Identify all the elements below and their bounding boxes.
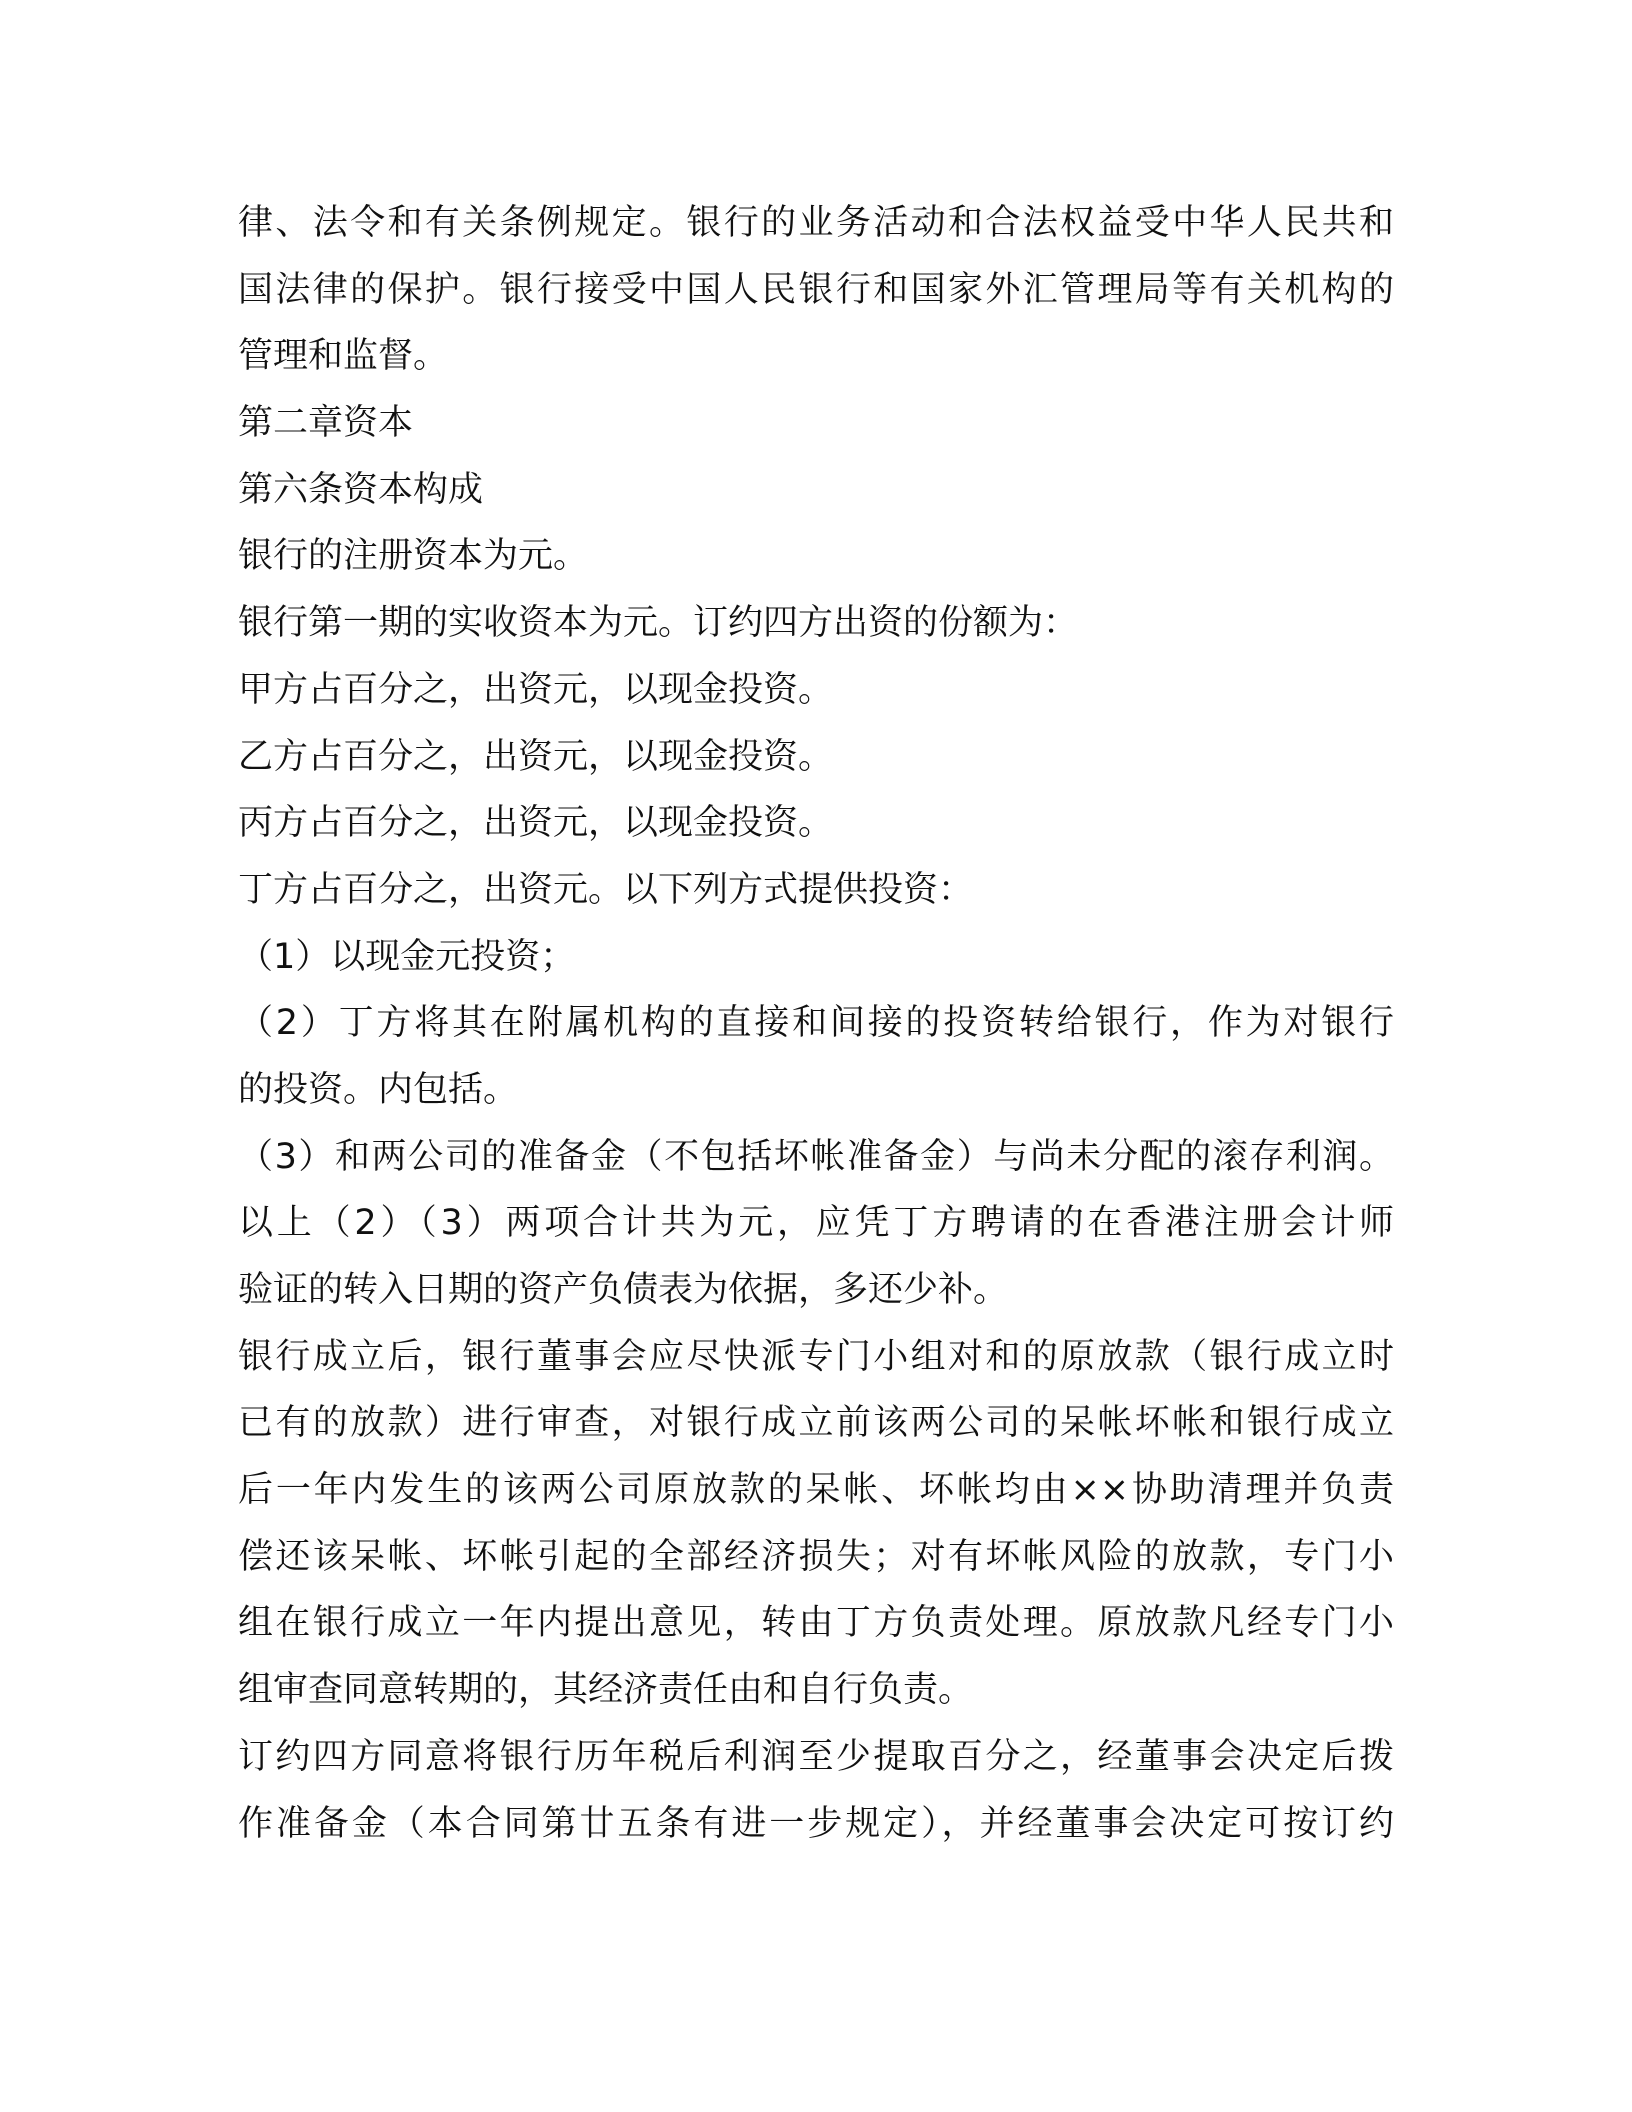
text-line: 组在银行成立一年内提出意见，转由丁方负责处理。原放款凡经专门小 <box>238 1603 1394 1644</box>
text-line: 乙方占百分之，出资元，以现金投资。 <box>238 736 834 777</box>
document-body <box>238 190 1394 1857</box>
text-line: 作准备金（本合同第廿五条有进一步规定），并经董事会决定可按订约 <box>238 1803 1394 1844</box>
text-line: 丁方占百分之，出资元。以下列方式提供投资： <box>238 869 974 910</box>
text-line: 国法律的保护。银行接受中国人民银行和国家外汇管理局等有关机构的 <box>238 269 1394 310</box>
chapter-heading: 第二章资本 <box>238 403 414 444</box>
text-line: 甲方占百分之，出资元，以现金投资。 <box>238 669 834 710</box>
text-line: 以上（2）（3）两项合计共为元，应凭丁方聘请的在香港注册会计师 <box>238 1203 1394 1244</box>
text-line: 丙方占百分之，出资元，以现金投资。 <box>238 803 834 844</box>
text-line: 组审查同意转期的，其经济责任由和自行负责。 <box>238 1670 974 1711</box>
list-item: （2）丁方将其在附属机构的直接和间接的投资转给银行，作为对银行 <box>238 1003 1394 1044</box>
list-item: （3）和两公司的准备金（不包括坏帐准备金）与尚未分配的滚存利润。 <box>238 1136 1394 1177</box>
article-heading: 第六条资本构成 <box>238 469 484 510</box>
list-item: （1）以现金元投资； <box>238 936 576 977</box>
text-line: 管理和监督。 <box>238 336 449 377</box>
text-line: 已有的放款）进行审查，对银行成立前该两公司的呆帐坏帐和银行成立 <box>238 1403 1394 1444</box>
text-line: 银行的注册资本为元。 <box>238 536 589 577</box>
text-line: 律、法令和有关条例规定。银行的业务活动和合法权益受中华人民共和 <box>238 203 1394 243</box>
text-line: 银行第一期的实收资本为元。订约四方出资的份额为： <box>238 603 1079 644</box>
text-line: 偿还该呆帐、坏帐引起的全部经济损失；对有坏帐风险的放款，专门小 <box>238 1536 1394 1577</box>
text-line: 订约四方同意将银行历年税后利润至少提取百分之，经董事会决定后拨 <box>238 1736 1394 1777</box>
text-line: 的投资。内包括。 <box>238 1069 519 1110</box>
text-line: 验证的转入日期的资产负债表为依据，多还少补。 <box>238 1270 1009 1310</box>
text-line: 银行成立后，银行董事会应尽快派专门小组对和的原放款（银行成立时 <box>238 1336 1394 1377</box>
text-line: 后一年内发生的该两公司原放款的呆帐、坏帐均由××协助清理并负责 <box>238 1470 1394 1511</box>
